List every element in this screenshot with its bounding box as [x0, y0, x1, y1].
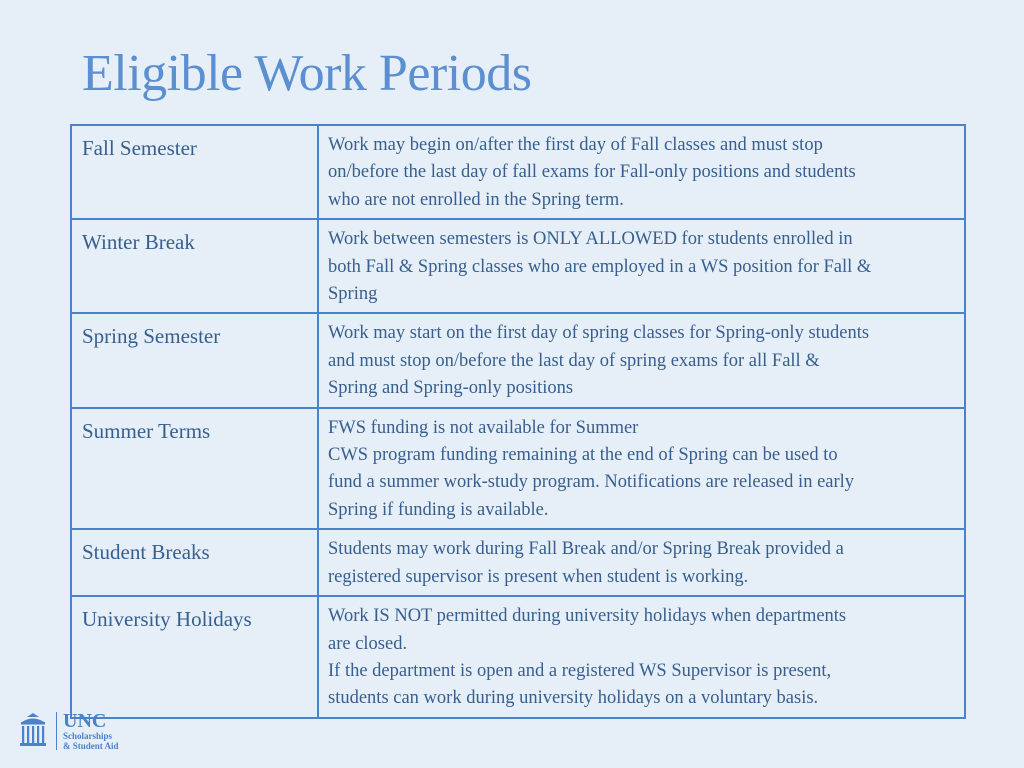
table-row	[71, 313, 965, 407]
logo-text	[63, 711, 119, 751]
unc-logo	[18, 709, 119, 753]
logo-line-1: Scholarships	[63, 731, 113, 741]
table-row	[71, 408, 965, 530]
period-description	[318, 596, 965, 718]
description-line: Work IS NOT permitted during university holidays when departments	[328, 606, 847, 627]
period-name: Winter Break	[71, 219, 318, 313]
period-description	[318, 529, 965, 596]
description-line: fund a summer work-study program. Notifications are released in early	[328, 472, 855, 493]
description-line: Spring	[328, 284, 378, 305]
description-line: who are not enrolled in the Spring term.	[328, 189, 624, 210]
description-line: are closed.	[328, 633, 408, 654]
old-well-icon	[18, 712, 48, 750]
period-name: University Holidays	[71, 596, 318, 718]
description-line: Work may start on the first day of spring classes for Spring-only students	[328, 323, 870, 344]
description-line: on/before the last day of fall exams for Fall-only positions and students	[328, 162, 856, 183]
work-periods-table	[70, 124, 966, 719]
description-line: FWS funding is not available for Summer	[328, 417, 639, 438]
table-row	[71, 219, 965, 313]
table-row	[71, 529, 965, 596]
description-line: CWS program funding remaining at the end of Spring can be used to	[328, 445, 838, 466]
logo-line-2: & Student Aid	[63, 741, 119, 751]
period-name: Summer Terms	[71, 408, 318, 530]
description-line: Spring and Spring-only positions	[328, 378, 574, 399]
description-line: students can work during university holidays on a voluntary basis.	[328, 688, 819, 709]
period-name: Spring Semester	[71, 313, 318, 407]
description-line: both Fall & Spring classes who are employed in a WS position for Fall &	[328, 256, 872, 277]
table-row	[71, 596, 965, 718]
page-title: Eligible Work Periods	[82, 45, 532, 102]
logo-divider	[56, 712, 57, 750]
logo-name: UNC	[63, 710, 107, 732]
description-line: Work between semesters is ONLY ALLOWED for students enrolled in	[328, 229, 853, 250]
description-line: Spring if funding is available.	[328, 499, 549, 520]
period-description	[318, 408, 965, 530]
table-row	[71, 125, 965, 219]
period-name: Fall Semester	[71, 125, 318, 219]
description-line: registered supervisor is present when student is working.	[328, 566, 749, 587]
description-line: Students may work during Fall Break and/or Spring Break provided a	[328, 539, 844, 560]
period-description	[318, 125, 965, 219]
period-description	[318, 219, 965, 313]
period-name: Student Breaks	[71, 529, 318, 596]
description-line: If the department is open and a registered WS Supervisor is present,	[328, 660, 832, 681]
period-description	[318, 313, 965, 407]
description-line: Work may begin on/after the first day of Fall classes and must stop	[328, 135, 823, 155]
description-line: and must stop on/before the last day of spring exams for all Fall &	[328, 350, 820, 371]
